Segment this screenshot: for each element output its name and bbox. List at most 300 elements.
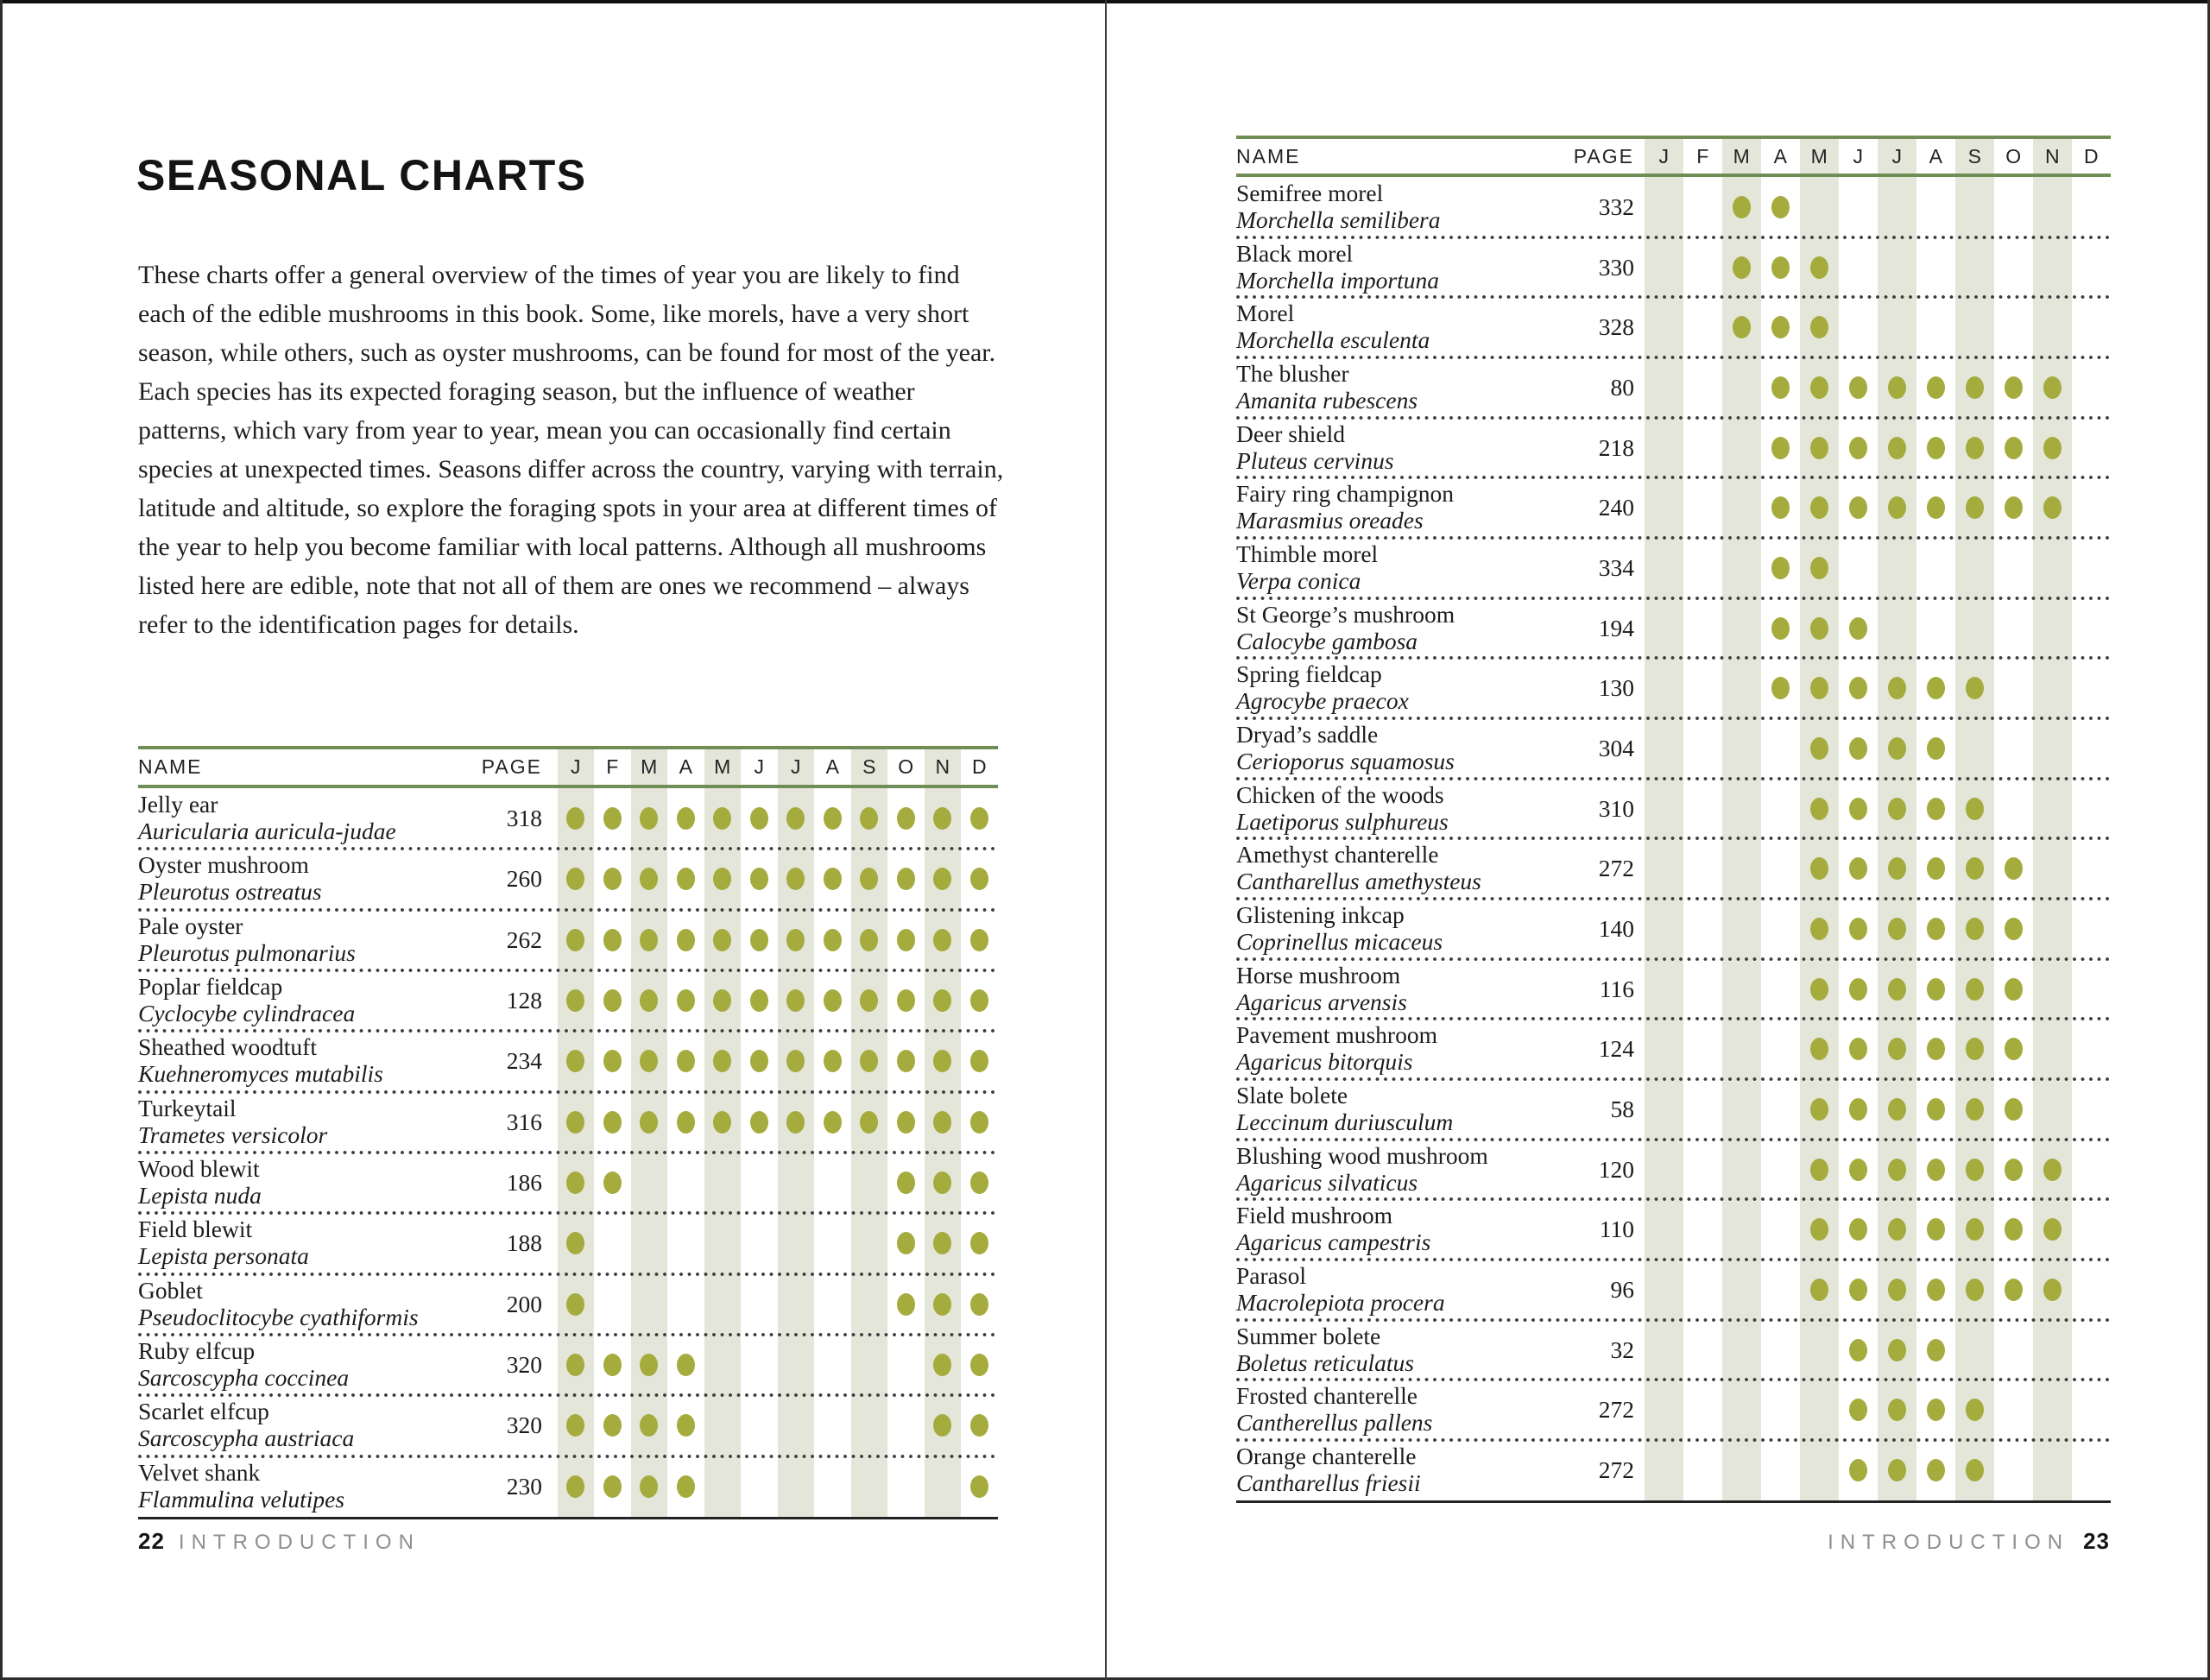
season-dot <box>897 1293 915 1316</box>
month-cell <box>741 1213 778 1273</box>
column-header-month: M <box>704 749 742 785</box>
month-cell <box>814 1153 851 1213</box>
month-cell <box>1994 779 2033 839</box>
species-latin-name: Marasmius oreades <box>1236 507 1424 534</box>
month-cell <box>925 910 962 970</box>
month-cell <box>1839 297 1878 357</box>
table-row <box>138 1092 998 1153</box>
species-name-cell <box>138 1092 434 1153</box>
month-cell <box>1878 838 1916 899</box>
species-name-cell <box>138 1335 434 1395</box>
season-dot <box>1771 437 1790 459</box>
season-dot <box>786 929 805 951</box>
month-cell <box>631 1395 668 1456</box>
season-dot <box>1927 857 1945 880</box>
row-separator <box>138 908 998 912</box>
season-dot <box>1771 376 1790 399</box>
page-number-cell: 334 <box>1598 553 1634 581</box>
month-cell <box>1916 237 1955 298</box>
column-header-month: J <box>558 749 595 785</box>
season-dot <box>603 929 622 951</box>
season-dot <box>786 1111 805 1134</box>
month-cell <box>1722 177 1761 237</box>
species-latin-name: Cantharellus friesii <box>1236 1469 1421 1497</box>
month-cell <box>1994 538 2033 598</box>
season-dot <box>603 1111 622 1134</box>
season-dot <box>970 1354 988 1376</box>
species-latin-name: Morchella semilibera <box>1236 206 1441 233</box>
species-common-name: Morel <box>1236 300 1295 327</box>
page-number-cell: 58 <box>1610 1095 1634 1122</box>
month-cell <box>1878 1079 1916 1140</box>
season-dot <box>1966 918 1984 940</box>
season-dot <box>897 1111 915 1134</box>
season-dot <box>860 868 878 890</box>
month-cell <box>631 788 668 849</box>
month-cell <box>1645 1199 1683 1260</box>
species-latin-name: Morchella esculenta <box>1236 326 1430 354</box>
month-cell <box>814 910 851 970</box>
table-row <box>1236 1079 2111 1140</box>
month-cell <box>1878 357 1916 418</box>
month-cell <box>1722 1199 1761 1260</box>
species-name-cell <box>138 970 434 1031</box>
month-cell <box>1916 838 1955 899</box>
page-number-cell: 130 <box>1598 674 1634 702</box>
month-cell <box>1916 718 1955 779</box>
month-cell <box>1955 1199 1994 1260</box>
season-dot <box>713 1111 731 1134</box>
column-header-month: J <box>778 749 815 785</box>
month-cell <box>1761 838 1800 899</box>
month-cell <box>558 1335 595 1395</box>
page-number-cell: 200 <box>506 1290 542 1317</box>
season-dot <box>1966 1399 1984 1421</box>
table-row <box>1236 237 2111 298</box>
season-dot <box>566 989 584 1012</box>
season-dot <box>1849 918 1867 940</box>
month-cell <box>1722 1140 1761 1200</box>
species-common-name: Jelly ear <box>138 791 218 818</box>
month-cell <box>1683 477 1722 538</box>
table-header <box>1236 136 2111 177</box>
species-common-name: Ruby elfcup <box>138 1336 256 1364</box>
month-cell <box>2033 1380 2072 1440</box>
table-row <box>1236 477 2111 538</box>
row-separator <box>138 1455 998 1458</box>
species-name-cell <box>138 1274 434 1335</box>
month-cell <box>1839 418 1878 478</box>
month-cell <box>1994 1140 2033 1200</box>
season-dot <box>640 1111 658 1134</box>
month-cell <box>778 910 815 970</box>
season-dot <box>603 1354 622 1376</box>
season-dot <box>933 1354 951 1376</box>
month-cell <box>1683 1320 1722 1380</box>
month-cell <box>2033 1199 2072 1260</box>
month-cell <box>667 1274 704 1335</box>
row-separator <box>1236 897 2111 900</box>
season-dot <box>824 929 842 951</box>
month-cell <box>631 1456 668 1517</box>
month-cell <box>1839 1380 1878 1440</box>
species-latin-name: Agrocybe praecox <box>1236 687 1409 715</box>
page-number-cell: 272 <box>1598 1456 1634 1483</box>
month-cell <box>1878 959 1916 1020</box>
row-separator <box>1236 1258 2111 1261</box>
season-dot <box>1966 677 1984 699</box>
month-cell <box>1645 418 1683 478</box>
table-row <box>1236 177 2111 237</box>
month-cell <box>851 1274 888 1335</box>
species-name-cell <box>1236 1019 1521 1079</box>
month-cell <box>1839 1320 1878 1380</box>
species-common-name: Semifree morel <box>1236 180 1384 206</box>
month-cell <box>1916 357 1955 418</box>
month-cell <box>741 1153 778 1213</box>
season-dot <box>786 1050 805 1072</box>
month-cell <box>961 910 998 970</box>
month-cell <box>741 1031 778 1091</box>
month-cell <box>1645 357 1683 418</box>
row-separator <box>1236 1378 2111 1381</box>
season-dot <box>677 1050 695 1072</box>
table-row <box>1236 1199 2111 1260</box>
season-dot <box>1888 1218 1906 1241</box>
table-row <box>138 970 998 1031</box>
month-cell <box>1645 598 1683 659</box>
column-header-month: S <box>851 749 888 785</box>
month-cell <box>1683 718 1722 779</box>
season-dot <box>1888 1279 1906 1301</box>
month-cell <box>1878 658 1916 718</box>
month-cell <box>631 1092 668 1153</box>
month-cell <box>667 1153 704 1213</box>
species-name-cell <box>1236 598 1521 659</box>
row-separator <box>1236 1197 2111 1201</box>
month-cell <box>1955 838 1994 899</box>
month-cell <box>925 1153 962 1213</box>
season-dot <box>1927 1279 1945 1301</box>
month-cell <box>1955 1380 1994 1440</box>
row-separator <box>1236 1318 2111 1322</box>
month-cell <box>1994 959 2033 1020</box>
month-cell <box>1800 779 1839 839</box>
season-dot <box>1888 798 1906 820</box>
month-cell <box>1683 598 1722 659</box>
season-dot <box>970 1414 988 1437</box>
month-cell <box>1994 1019 2033 1079</box>
month-cell <box>1839 1019 1878 1079</box>
month-cell <box>704 1213 742 1273</box>
row-separator <box>138 1151 998 1154</box>
page-edge-left <box>0 0 3 1680</box>
species-common-name: Black morel <box>1236 239 1354 267</box>
species-name-cell <box>138 910 434 970</box>
month-cell <box>1955 538 1994 598</box>
table-row <box>1236 899 2111 959</box>
season-dot <box>824 1050 842 1072</box>
month-cell <box>1839 1440 1878 1500</box>
month-cell <box>1994 718 2033 779</box>
month-cell <box>1994 357 2033 418</box>
month-cell <box>2072 1140 2111 1200</box>
month-cell <box>1916 1320 1955 1380</box>
table-row <box>138 1274 998 1335</box>
species-latin-name: Flammulina velutipes <box>138 1485 345 1513</box>
month-cell <box>778 788 815 849</box>
season-dot <box>603 1475 622 1498</box>
month-cell <box>925 1274 962 1335</box>
season-dot <box>1927 376 1945 399</box>
month-cell <box>1722 1019 1761 1079</box>
season-dot <box>1966 1159 1984 1181</box>
season-dot <box>677 989 695 1012</box>
column-header-month: A <box>825 755 839 778</box>
month-cell <box>1800 1199 1839 1260</box>
species-name-cell <box>1236 1140 1521 1200</box>
season-dot <box>933 1414 951 1437</box>
species-name-cell <box>138 1395 434 1456</box>
page-number-cell: 186 <box>506 1169 542 1197</box>
month-cell <box>558 1153 595 1213</box>
month-cell <box>1916 1019 1955 1079</box>
season-dot <box>566 1232 584 1254</box>
month-cell <box>1800 297 1839 357</box>
page-number-cell: 328 <box>1598 313 1634 341</box>
month-cell <box>2072 538 2111 598</box>
season-dot <box>1849 1339 1867 1361</box>
page-number-cell: 320 <box>506 1351 542 1379</box>
month-cell <box>778 1274 815 1335</box>
month-cell <box>1839 477 1878 538</box>
month-cell <box>1839 357 1878 418</box>
species-latin-name: Pluteus cervinus <box>1236 446 1394 474</box>
season-dot <box>603 807 622 830</box>
month-cell <box>2033 598 2072 659</box>
month-cell <box>1839 1199 1878 1260</box>
month-cell <box>2033 477 2072 538</box>
month-cell <box>1722 477 1761 538</box>
month-cell <box>925 970 962 1031</box>
month-cell <box>1878 538 1916 598</box>
month-cell <box>1722 899 1761 959</box>
page-number-cell: 80 <box>1610 373 1634 401</box>
month-cell <box>667 788 704 849</box>
column-header-name: NAME <box>138 755 203 778</box>
month-cell <box>778 1031 815 1091</box>
page-number-cell: 262 <box>506 925 542 953</box>
month-cell <box>1683 658 1722 718</box>
species-name-cell <box>1236 1079 1521 1140</box>
month-cell <box>961 1031 998 1091</box>
season-dot <box>897 868 915 890</box>
month-cell <box>704 1031 742 1091</box>
month-cell <box>1878 1320 1916 1380</box>
month-cell <box>2033 779 2072 839</box>
season-dot <box>1771 617 1790 640</box>
month-cell <box>594 910 631 970</box>
month-cell <box>1683 538 1722 598</box>
season-dot <box>2005 376 2023 399</box>
species-common-name: Turkeytail <box>138 1094 237 1121</box>
month-cell <box>2033 718 2072 779</box>
column-header-page: PAGE <box>1573 144 1634 167</box>
season-dot <box>603 1414 622 1437</box>
season-dot <box>933 1050 951 1072</box>
season-dot <box>1771 496 1790 519</box>
month-cell <box>2072 1440 2111 1500</box>
month-cell <box>667 849 704 909</box>
species-latin-name: Lepista personata <box>138 1242 309 1270</box>
page-number-cell: 124 <box>1598 1035 1634 1063</box>
row-separator <box>1236 957 2111 961</box>
season-dot <box>1966 496 1984 519</box>
season-dot <box>1927 798 1945 820</box>
month-cell <box>778 849 815 909</box>
month-cell <box>887 1335 925 1395</box>
month-cell <box>2033 959 2072 1020</box>
table-row <box>1236 838 2111 899</box>
season-dot <box>1849 1098 1867 1121</box>
season-dot <box>603 989 622 1012</box>
month-cell <box>925 788 962 849</box>
page-number-cell: 110 <box>1599 1216 1634 1243</box>
page-number-cell: 316 <box>506 1108 542 1135</box>
season-dot <box>1849 1459 1867 1481</box>
month-cell <box>1722 718 1761 779</box>
month-cell <box>1800 1260 1839 1320</box>
month-cell <box>961 1456 998 1517</box>
season-dot <box>2005 918 2023 940</box>
season-dot <box>1810 978 1828 1001</box>
month-cell <box>1955 1440 1994 1500</box>
month-cell <box>1761 297 1800 357</box>
season-dot <box>1888 1159 1906 1181</box>
page-number-cell: 120 <box>1598 1155 1634 1183</box>
season-dot <box>677 1475 695 1498</box>
species-common-name: Parasol <box>1236 1262 1306 1290</box>
month-cell <box>961 1274 998 1335</box>
month-cell <box>2033 177 2072 237</box>
season-dot <box>640 1414 658 1437</box>
species-common-name: St George’s mushroom <box>1236 600 1455 628</box>
species-common-name: Thimble morel <box>1236 540 1379 568</box>
month-cell <box>1800 658 1839 718</box>
month-cell <box>2033 237 2072 298</box>
row-separator <box>1236 837 2111 840</box>
season-dot <box>1966 1279 1984 1301</box>
month-cell <box>704 1395 742 1456</box>
month-cell <box>1878 477 1916 538</box>
species-latin-name: Lepista nuda <box>138 1181 262 1209</box>
season-dot <box>1927 1399 1945 1421</box>
month-cell <box>814 849 851 909</box>
season-dot <box>1966 1098 1984 1121</box>
season-dot <box>603 1172 622 1194</box>
month-cell <box>778 970 815 1031</box>
season-dot <box>566 1111 584 1134</box>
season-dot <box>640 929 658 951</box>
footer-left <box>138 1528 420 1555</box>
page-number-cell: 310 <box>1598 794 1634 822</box>
month-cell <box>1761 959 1800 1020</box>
month-cell <box>594 849 631 909</box>
month-cell <box>667 970 704 1031</box>
season-dot <box>1810 918 1828 940</box>
season-dot <box>1771 677 1790 699</box>
month-cell <box>667 1395 704 1456</box>
season-dot <box>970 1111 988 1134</box>
month-cell <box>1994 1380 2033 1440</box>
species-latin-name: Agaricus silvaticus <box>1236 1168 1418 1196</box>
month-cell <box>1722 538 1761 598</box>
month-cell <box>1645 899 1683 959</box>
page-number-cell: 128 <box>506 987 542 1014</box>
month-cell <box>1839 598 1878 659</box>
month-cell <box>631 849 668 909</box>
month-cell <box>1800 177 1839 237</box>
season-dot <box>1927 1459 1945 1481</box>
month-cell <box>1839 177 1878 237</box>
month-cell <box>594 1274 631 1335</box>
season-dot <box>1849 376 1867 399</box>
page-number-cell: 330 <box>1598 253 1634 281</box>
column-header-month: O <box>2005 144 2022 167</box>
season-dot <box>970 868 988 890</box>
column-header-month: J <box>754 755 764 778</box>
season-dot <box>1849 857 1867 880</box>
season-dot <box>2043 1159 2062 1181</box>
species-common-name: Summer bolete <box>1236 1322 1381 1349</box>
month-cell <box>2033 538 2072 598</box>
species-common-name: Field mushroom <box>1236 1202 1393 1229</box>
month-cell <box>1683 1019 1722 1079</box>
species-latin-name: Kuehneromyces mutabilis <box>138 1060 383 1088</box>
season-dot <box>677 868 695 890</box>
season-dot <box>970 929 988 951</box>
season-dot <box>1927 1159 1945 1181</box>
month-cell <box>1916 177 1955 237</box>
species-common-name: Chicken of the woods <box>1236 780 1444 808</box>
month-cell <box>1800 1380 1839 1440</box>
month-cell <box>1683 237 1722 298</box>
month-cell <box>594 1456 631 1517</box>
season-dot <box>824 1111 842 1134</box>
month-cell <box>2033 1440 2072 1500</box>
month-cell <box>594 1395 631 1456</box>
column-header-month: A <box>679 755 692 778</box>
month-cell <box>925 1213 962 1273</box>
month-cell <box>2072 237 2111 298</box>
month-cell <box>1916 959 1955 1020</box>
month-cell <box>2033 357 2072 418</box>
species-latin-name: Pseudoclitocybe cyathiformis <box>138 1303 419 1330</box>
month-cell <box>1800 1140 1839 1200</box>
month-cell <box>1722 1440 1761 1500</box>
species-latin-name: Coprinellus micaceus <box>1236 928 1443 956</box>
season-dot <box>713 807 731 830</box>
month-cell <box>558 970 595 1031</box>
season-dot <box>970 1050 988 1072</box>
season-dot <box>566 1414 584 1437</box>
month-cell <box>2072 477 2111 538</box>
page-number-cell: 194 <box>1598 614 1634 641</box>
month-cell <box>1722 418 1761 478</box>
season-dot <box>1888 1098 1906 1121</box>
season-dot <box>1888 437 1906 459</box>
page-number-cell: 318 <box>506 805 542 832</box>
